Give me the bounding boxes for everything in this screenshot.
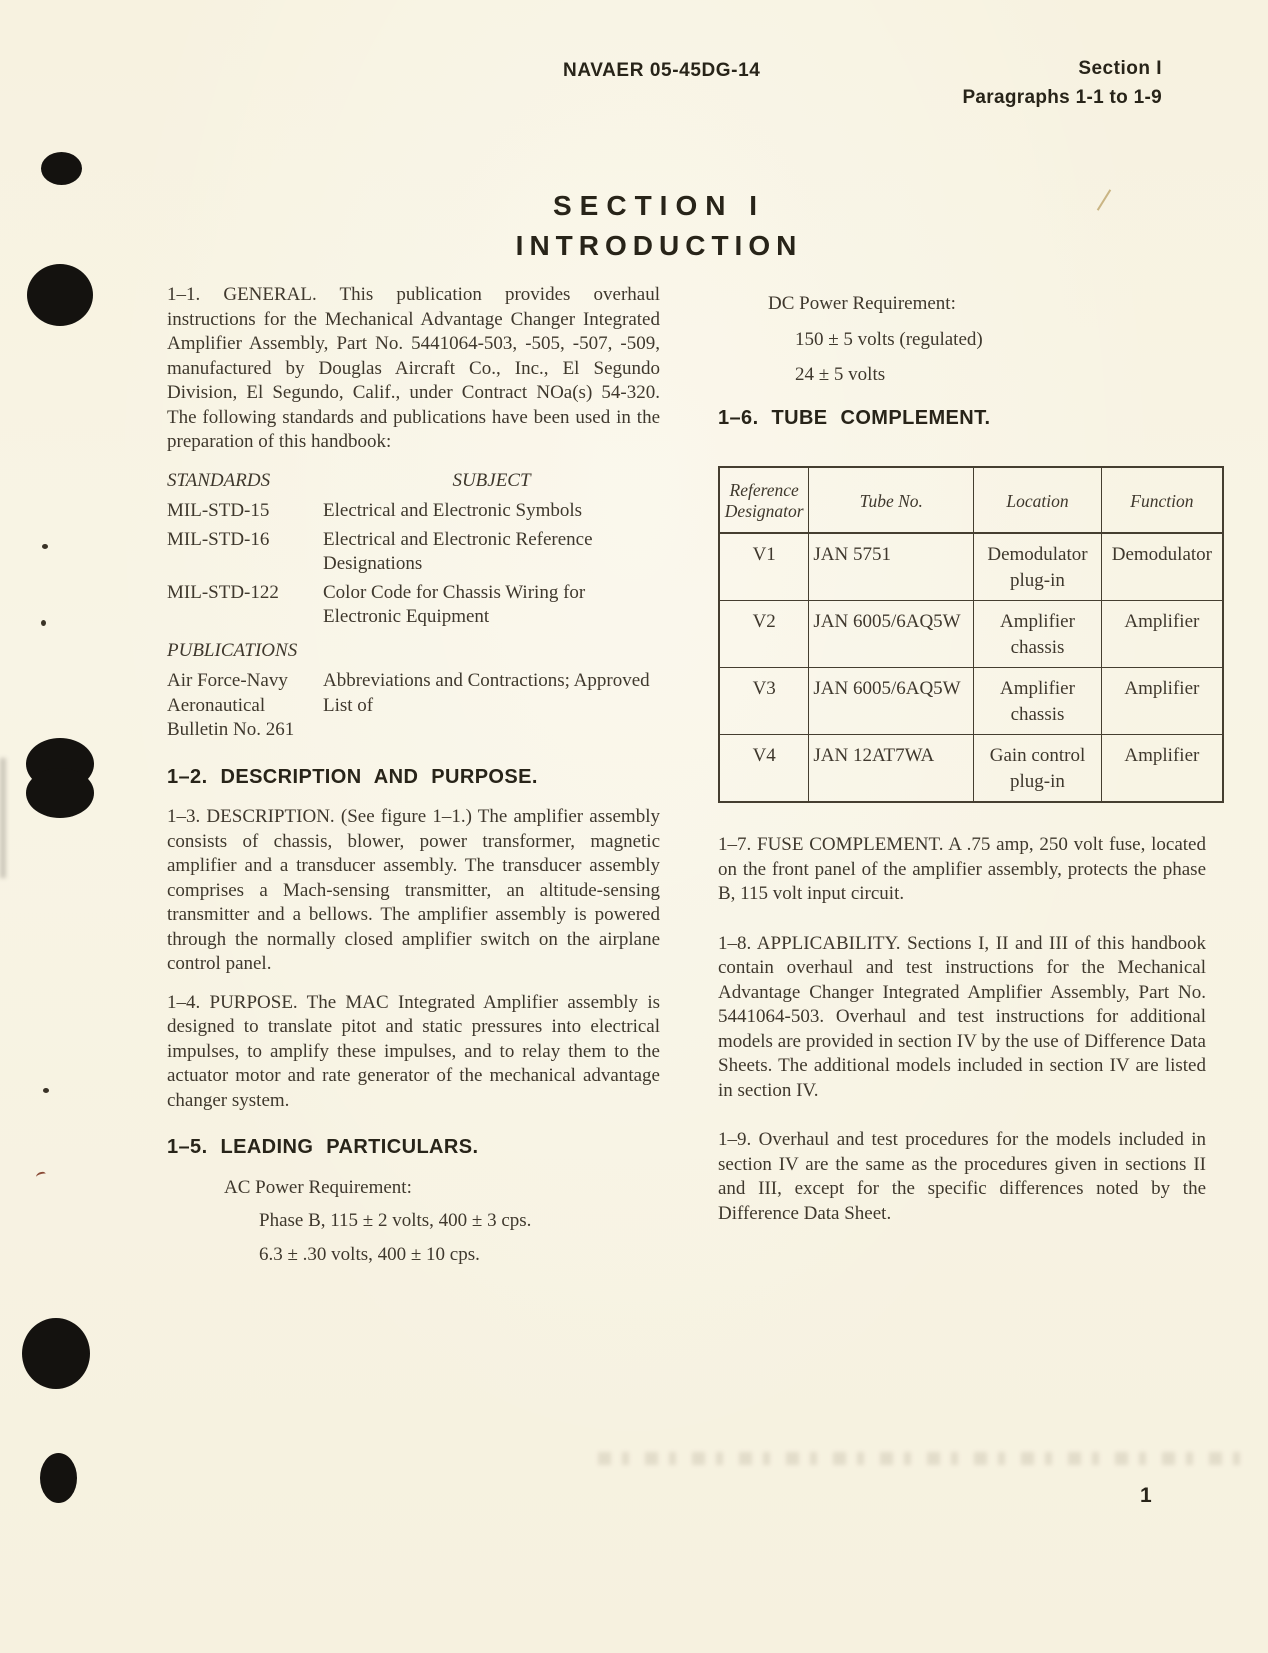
para-1-4: 1–4. PURPOSE. The MAC Integrated Amplifier assembly is designed to translate pitot and static pressures into electrical impulses, to amplify these impulses, and to relay them to the actuator motor and rate generator of the mechanical advantage changer system. — [167, 991, 660, 1111]
publication-subject: Abbreviations and Contractions; Approved List of — [323, 670, 650, 716]
binder-dot — [22, 1318, 90, 1389]
header-paragraph-range: Paragraphs 1-1 to 1-9 — [962, 87, 1162, 108]
cell-tube: JAN 6005/6AQ5W — [809, 601, 974, 668]
heading-1-6: 1–6. TUBE COMPLEMENT. — [718, 406, 991, 429]
pen-slash-mark — [1097, 189, 1111, 210]
standard-subject: Electrical and Electronic Reference Designations — [323, 528, 593, 574]
cell-ref: V4 — [719, 735, 809, 803]
heading-1-2: 1–2. DESCRIPTION AND PURPOSE. — [167, 765, 538, 788]
table-header-row — [719, 467, 1223, 533]
right-column — [718, 292, 1224, 1251]
subject-header: SUBJECT — [452, 469, 531, 491]
edge-smudge — [0, 758, 6, 878]
cell-location: Amplifier chassis — [974, 601, 1102, 668]
left-column — [167, 283, 660, 1276]
ac-power-label: AC Power Requirement: — [224, 1176, 412, 1198]
cell-ref: V1 — [719, 533, 809, 601]
cell-ref: V2 — [719, 601, 809, 668]
binder-dot — [27, 264, 93, 326]
standard-name: MIL-STD-122 — [167, 581, 279, 603]
dc-power-item: 24 ± 5 volts — [795, 364, 886, 385]
cell-ref: V3 — [719, 668, 809, 735]
cell-tube: JAN 6005/6AQ5W — [809, 668, 974, 735]
tube-complement-table — [718, 466, 1224, 803]
table-row — [719, 533, 1223, 601]
standard-row — [167, 528, 660, 577]
para-1-9: 1–9. Overhaul and test procedures for the models included in section IV are the same as the procedures given in sections II and III, except for the specific differences noted by the Difference Data Sheet. — [718, 1129, 1206, 1224]
section-subtitle: INTRODUCTION — [515, 230, 803, 261]
cell-location: Amplifier chassis — [974, 668, 1102, 735]
standard-row — [167, 499, 660, 524]
standard-name: MIL-STD-16 — [167, 528, 270, 550]
binder-dot — [40, 1453, 77, 1503]
para-1-3: 1–3. DESCRIPTION. (See figure 1–1.) The amplifier assembly consists of chassis, blower, power transformer, magnetic amplifier and a transducer assembly. The transducer assembly comprises a Mach-sensing transmitter, an altitude-sensing transmitter and a bellows. The amplifier assembly is powered through the normally closed amplifier switch on the airplane control panel. — [167, 806, 660, 974]
dc-power-label: DC Power Requirement: — [768, 293, 956, 314]
standard-name: MIL-STD-15 — [167, 500, 270, 521]
cell-location: Gain control plug-in — [974, 735, 1102, 803]
cell-function: Amplifier — [1101, 735, 1223, 803]
paper-mark — [35, 1171, 46, 1180]
cell-function: Amplifier — [1101, 601, 1223, 668]
cell-location: Demodulator plug-in — [974, 533, 1102, 601]
cell-tube: JAN 5751 — [809, 533, 974, 601]
standards-header-row — [167, 469, 660, 494]
paper-speck — [41, 620, 46, 626]
table-row — [719, 735, 1223, 803]
table-row — [719, 601, 1223, 668]
page-number: 1 — [1140, 1484, 1152, 1507]
table-row — [719, 668, 1223, 735]
para-1-7: 1–7. FUSE COMPLEMENT. A .75 amp, 250 volt fuse, located on the front panel of the amplifier assembly, protects the phase B, 115 volt input circuit. — [718, 834, 1206, 904]
cell-function: Amplifier — [1101, 668, 1223, 735]
col-header-tube-no: Tube No. — [809, 467, 974, 533]
paper-speck — [43, 1088, 49, 1093]
col-header-function: Function — [1101, 467, 1223, 533]
ac-power-item: Phase B, 115 ± 2 volts, 400 ± 3 cps. — [259, 1210, 532, 1231]
col-header-reference-designator: Reference Designator — [719, 467, 809, 533]
paper-speck — [42, 544, 48, 549]
doc-number: NAVAER 05-45DG-14 — [563, 60, 761, 81]
standard-subject: Color Code for Chassis Wiring for Electronic Equipment — [323, 581, 586, 627]
standards-header: STANDARDS — [167, 469, 271, 491]
cell-function: Demodulator — [1101, 533, 1223, 601]
section-title: SECTION I — [552, 190, 766, 221]
para-1-8: 1–8. APPLICABILITY. Sections I, II and III of this handbook contain overhaul and test instructions for the Mechanical Advantage Changer Integrated Amplifier Assembly, Part No. 5441064-503. Overhaul and test instructions for additional models are provided in section IV by the use of Difference Data Sheets. The additional models included in section IV are listed in section IV. — [718, 932, 1206, 1101]
binder-dot — [41, 152, 82, 185]
binder-dot — [26, 768, 94, 818]
col-header-location: Location — [974, 467, 1102, 533]
publications-header-row — [167, 639, 660, 664]
dc-power-item: 150 ± 5 volts (regulated) — [795, 328, 983, 350]
para-1-1: 1–1. GENERAL. This publication provides overhaul instructions for the Mechanical Advantage Changer Integrated Amplifier Assembly, Part No. 5441064-503, -505, -507, -509, manufactured by Douglas Aircraft Co., Inc., El Segundo Division, El Segundo, Calif., under Contract NOa(s) 54-320. The following standards and publications have been used in the preparation of this handbook: — [167, 284, 660, 452]
heading-1-5: 1–5. LEADING PARTICULARS. — [167, 1136, 479, 1158]
cell-tube: JAN 12AT7WA — [809, 735, 974, 803]
standard-subject: Electrical and Electronic Symbols — [323, 500, 583, 521]
publication-name: Air Force-Navy Aeronautical Bulletin No. 261 — [167, 670, 295, 740]
standard-row — [167, 581, 660, 630]
publications-header: PUBLICATIONS — [167, 639, 298, 661]
ac-power-item: 6.3 ± .30 volts, 400 ± 10 cps. — [259, 1243, 480, 1265]
publication-row — [167, 669, 660, 743]
print-ghosting — [598, 1452, 1243, 1465]
header-section-label: Section I — [1078, 58, 1162, 79]
